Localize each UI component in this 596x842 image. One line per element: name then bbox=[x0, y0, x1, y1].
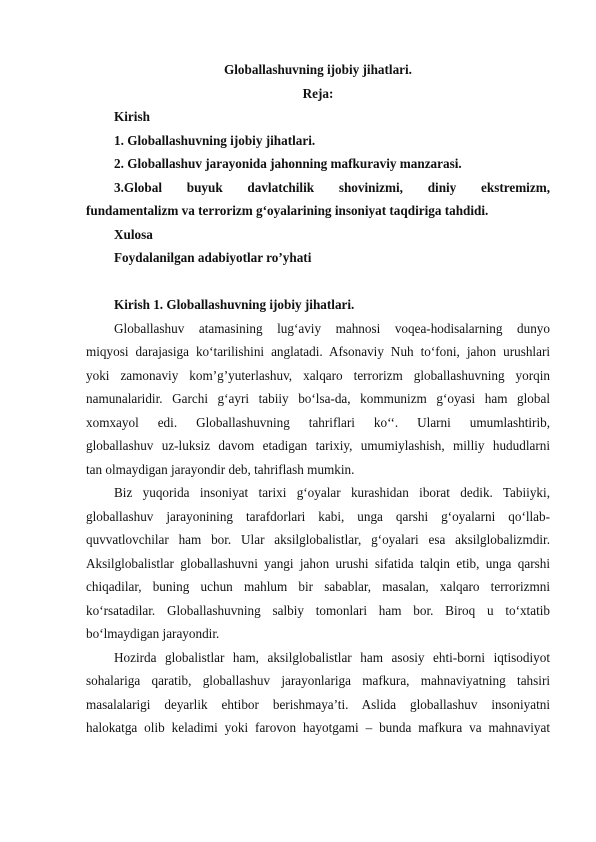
paragraph-1-line: tan olmaydigan jarayondir deb, tahriflash mumkin. bbox=[86, 461, 355, 477]
paragraph-2-line: Biz yuqorida insoniyat tarixi g‘oyalar kurashidan iborat dedik. Tabiiyki, bbox=[114, 485, 550, 500]
paragraph-1-line: xomxayol edi. Globallashuvning tahriflari ko‘‘. Ularni umumlashtirib, bbox=[86, 414, 550, 430]
blank-line bbox=[86, 270, 550, 294]
plan-item-2: 2. Globallashuv jarayonida jahonning mafkuraviy manzarasi. bbox=[114, 156, 462, 171]
paragraph-3-line: masalalarigi deyarlik ehtibor berishmaya’ti. Aslida globallashuv insoniyatni bbox=[86, 696, 550, 712]
paragraph-2-line: bo‘lmaydigan jarayondir. bbox=[86, 626, 220, 641]
plan-item-3-line-2: fundamentalizm va terrorizm g‘oyalarining insoniyat taqdiriga tahdidi. bbox=[86, 203, 489, 218]
plan-item-intro: Kirish bbox=[114, 109, 150, 124]
paragraph-3-line: sohalariga qaratib, globallashuv jarayonlariga mafkura, mahnaviyatning tahsiri bbox=[86, 673, 550, 688]
paragraph-2-line: quvvatlovchilar ham bor. Ular aksilglobalistlar, g‘oyalari esa aksilglobalizmdir. bbox=[86, 532, 550, 547]
paragraph-2-line: chiqadilar, buning uchun mahlum bir sabablar, masalan, xalqaro terrorizmni bbox=[86, 579, 550, 594]
plan-item-1: 1. Globallashuvning ijobiy jihatlari. bbox=[114, 132, 316, 148]
plan-heading: Reja: bbox=[302, 85, 334, 101]
paragraph-1-line: yoki zamonaviy kom’g’yuterlashuv, xalqaro terrorizm globallashuvning yorqin bbox=[86, 367, 550, 383]
paragraph-2-line: globallashuv jarayonining tarafdorlari kabi, unga qarshi g‘oyalarni qo‘llab- bbox=[86, 508, 550, 524]
document-body bbox=[86, 58, 550, 740]
plan-item-references: Foydalanilgan adabiyotlar ro’yhati bbox=[114, 250, 312, 265]
paragraph-1-line: globallashuv uz-luksiz davom etadigan tarixiy, umumiylashish, milliy hududlarni bbox=[86, 438, 550, 453]
paragraph-3-line: Hozirda globalistlar ham, aksilglobalistlar ham asosiy ehti-borni iqtisodiyot bbox=[114, 649, 550, 665]
paragraph-1-line: Globallashuv atamasining lug‘aviy mahnosi voqea-hodisalarning dunyo bbox=[114, 320, 550, 336]
paragraph-3-line: halokatga olib keladimi yoki farovon hayotgami – bunda mafkura va mahnaviyat bbox=[86, 720, 550, 735]
plan-item-conclusion: Xulosa bbox=[114, 226, 153, 242]
paragraph-1-line: namunalaridir. Garchi g‘ayri tabiiy bo‘lsa-da, kommunizm g‘oyasi ham global bbox=[86, 391, 550, 406]
paragraph-2-line: Aksilglobalistlar globallashuvni yangi jahon urushi sifatida talqin etib, unga qarshi bbox=[86, 555, 550, 571]
plan-item-3-line-1: 3.Global buyuk davlatchilik shovinizmi, diniy ekstremizm, bbox=[114, 179, 550, 195]
document-title: Globallashuvning ijobiy jihatlari. bbox=[224, 62, 412, 77]
section-heading: Kirish 1. Globallashuvning ijobiy jihatlari. bbox=[114, 297, 355, 312]
paragraph-2-line: ko‘rsatadilar. Globallashuvning salbiy tomonlari ham bor. Biroq u to‘xtatib bbox=[86, 602, 550, 618]
paragraph-1-line: miqyosi darajasiga ko‘tarilishini anglatadi. Afsonaviy Nuh to‘foni, jahon urushlari bbox=[86, 344, 550, 359]
